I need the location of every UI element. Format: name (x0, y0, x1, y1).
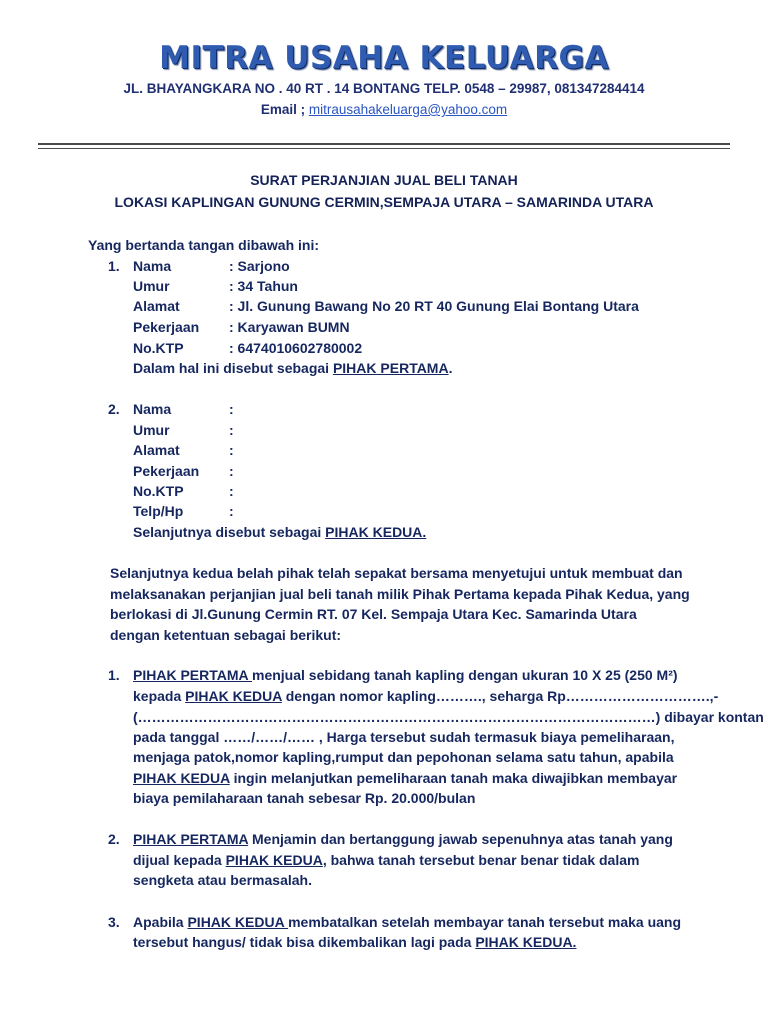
clause3-line (133, 912, 681, 932)
company-address: JL. BHAYANGKARA NO . 40 RT . 14 BONTANG TELP. 0548 – 29987, 081347284414 (123, 81, 645, 96)
party1-field-ktp (133, 338, 362, 358)
field-label: Pekerjaan (133, 319, 200, 335)
term-pihak-kedua: PIHAK KEDUA (133, 770, 230, 786)
field-label: Pekerjaan (133, 463, 200, 479)
field-label: Telp/Hp (133, 503, 184, 519)
party1-field-nama (133, 256, 290, 276)
clause1-line (133, 768, 677, 788)
field-label: Alamat (133, 442, 180, 458)
closing-period: . (448, 360, 453, 376)
clause2-line (133, 829, 673, 849)
field-value: : (229, 483, 234, 499)
company-email-line (0, 102, 768, 117)
email-label: Email ; (260, 102, 309, 117)
agreement-line: berlokasi di Jl.Gunung Cermin RT. 07 Kel. Sempaja Utara Kec. Samarinda Utara (110, 606, 637, 622)
field-value: : (229, 422, 234, 438)
field-label: No.KTP (133, 340, 184, 356)
closing-text: Dalam hal ini disebut sebagai (133, 360, 333, 376)
clause1-number: 1. (108, 667, 120, 683)
party2-field-nama (133, 399, 234, 419)
clause2-line (133, 850, 639, 870)
field-value: : (229, 442, 234, 458)
field-label: Alamat (133, 298, 180, 314)
term-pihak-pertama: PIHAK PERTAMA (133, 831, 249, 847)
clause-text: membatalkan setelah membayar tanah tersebut maka uang (288, 914, 682, 930)
field-value: : Sarjono (229, 258, 290, 274)
clause1-line (133, 665, 678, 685)
intro-text: Yang bertanda tangan dibawah ini: (88, 237, 320, 253)
party1-number: 1. (108, 258, 120, 274)
term-pihak-kedua: PIHAK KEDUA (185, 688, 282, 704)
header-rule-thin (38, 148, 730, 149)
party2-field-telp (133, 501, 234, 521)
clause-text: Menjamin dan bertanggung jawab sepenuhnya atas tanah yang (248, 831, 673, 847)
clause1-line: pada tanggal ……/……/…… , Harga tersebut sudah termasuk biaya pemeliharaan, (133, 729, 675, 745)
party2-closing (133, 522, 426, 542)
document-subtitle: LOKASI KAPLINGAN GUNUNG CERMIN,SEMPAJA UTARA – SAMARINDA UTARA (114, 194, 654, 210)
field-label: Umur (133, 422, 170, 438)
party1-closing (133, 358, 452, 378)
party2-term: PIHAK KEDUA. (325, 524, 427, 540)
clause3-number: 3. (108, 914, 120, 930)
email-link[interactable]: mitrausahakeluarga@yahoo.com (308, 102, 508, 117)
clause-text: , bahwa tanah tersebut benar benar tidak dalam (322, 852, 640, 868)
clause1-line: menjaga patok,nomor kapling,rumput dan pepohonan selama satu tahun, apabila (133, 749, 674, 765)
clause2-number: 2. (108, 831, 120, 847)
party1-field-umur (133, 276, 298, 296)
field-value: : Karyawan BUMN (229, 319, 350, 335)
party2-field-alamat (133, 440, 234, 460)
field-value: : (229, 463, 234, 479)
field-value: : (229, 401, 234, 417)
clause-text: dijual kepada (133, 852, 226, 868)
party2-field-pekerjaan (133, 461, 234, 481)
field-label: Nama (133, 258, 172, 274)
clause1-line: biaya pemilaharaan tanah sebesar Rp. 20.000/bulan (133, 790, 476, 806)
clause1-line: (…………………………………………………………………………………………………) dibayar kontan (133, 709, 764, 725)
party2-number: 2. (108, 401, 120, 417)
term-pihak-kedua: PIHAK KEDUA (187, 914, 289, 930)
header-rule-thick (38, 143, 730, 145)
clause1-line (133, 686, 718, 706)
term-pihak-kedua: PIHAK KEDUA (225, 852, 323, 868)
clause2-line: sengketa atau bermasalah. (133, 872, 312, 888)
document-title: SURAT PERJANJIAN JUAL BELI TANAH (250, 172, 518, 188)
agreement-line: melaksanakan perjanjian jual beli tanah milik Pihak Pertama kepada Pihak Kedua, yang (110, 586, 690, 602)
party1-field-pekerjaan (133, 317, 350, 337)
company-name: MITRA USAHA KELUARGA (159, 40, 609, 76)
agreement-line: Selanjutnya kedua belah pihak telah sepakat bersama menyetujui untuk membuat dan (110, 565, 683, 581)
field-value: : Jl. Gunung Bawang No 20 RT 40 Gunung Elai Bontang Utara (229, 298, 639, 314)
party1-term: PIHAK PERTAMA (332, 360, 449, 376)
clause-text: menjual sebidang tanah kapling dengan ukuran 10 X 25 (250 M²) (252, 667, 678, 683)
party2-field-ktp (133, 481, 234, 501)
term-pihak-kedua: PIHAK KEDUA. (475, 934, 577, 950)
party1-field-alamat (133, 296, 639, 316)
clause-text: dengan nomor kapling………., seharga Rp………………………….,- (281, 688, 719, 704)
agreement-line: dengan ketentuan sebagai berikut: (110, 627, 342, 643)
field-value: : 6474010602780002 (229, 340, 363, 356)
closing-text: Selanjutnya disebut sebagai (133, 524, 326, 540)
clause-text: ingin melanjutkan pemeliharaan tanah maka diwajibkan membayar (229, 770, 678, 786)
field-value: : 34 Tahun (229, 278, 298, 294)
clause3-line (133, 932, 576, 952)
party2-field-umur (133, 420, 234, 440)
field-value: : (229, 503, 234, 519)
clause-text: kepada (133, 688, 186, 704)
term-pihak-pertama: PIHAK PERTAMA (133, 667, 252, 683)
clause-text: Apabila (133, 914, 188, 930)
field-label: Umur (133, 278, 170, 294)
clause-text: tersebut hangus/ tidak bisa dikembalikan lagi pada (133, 934, 476, 950)
field-label: No.KTP (133, 483, 184, 499)
field-label: Nama (133, 401, 172, 417)
